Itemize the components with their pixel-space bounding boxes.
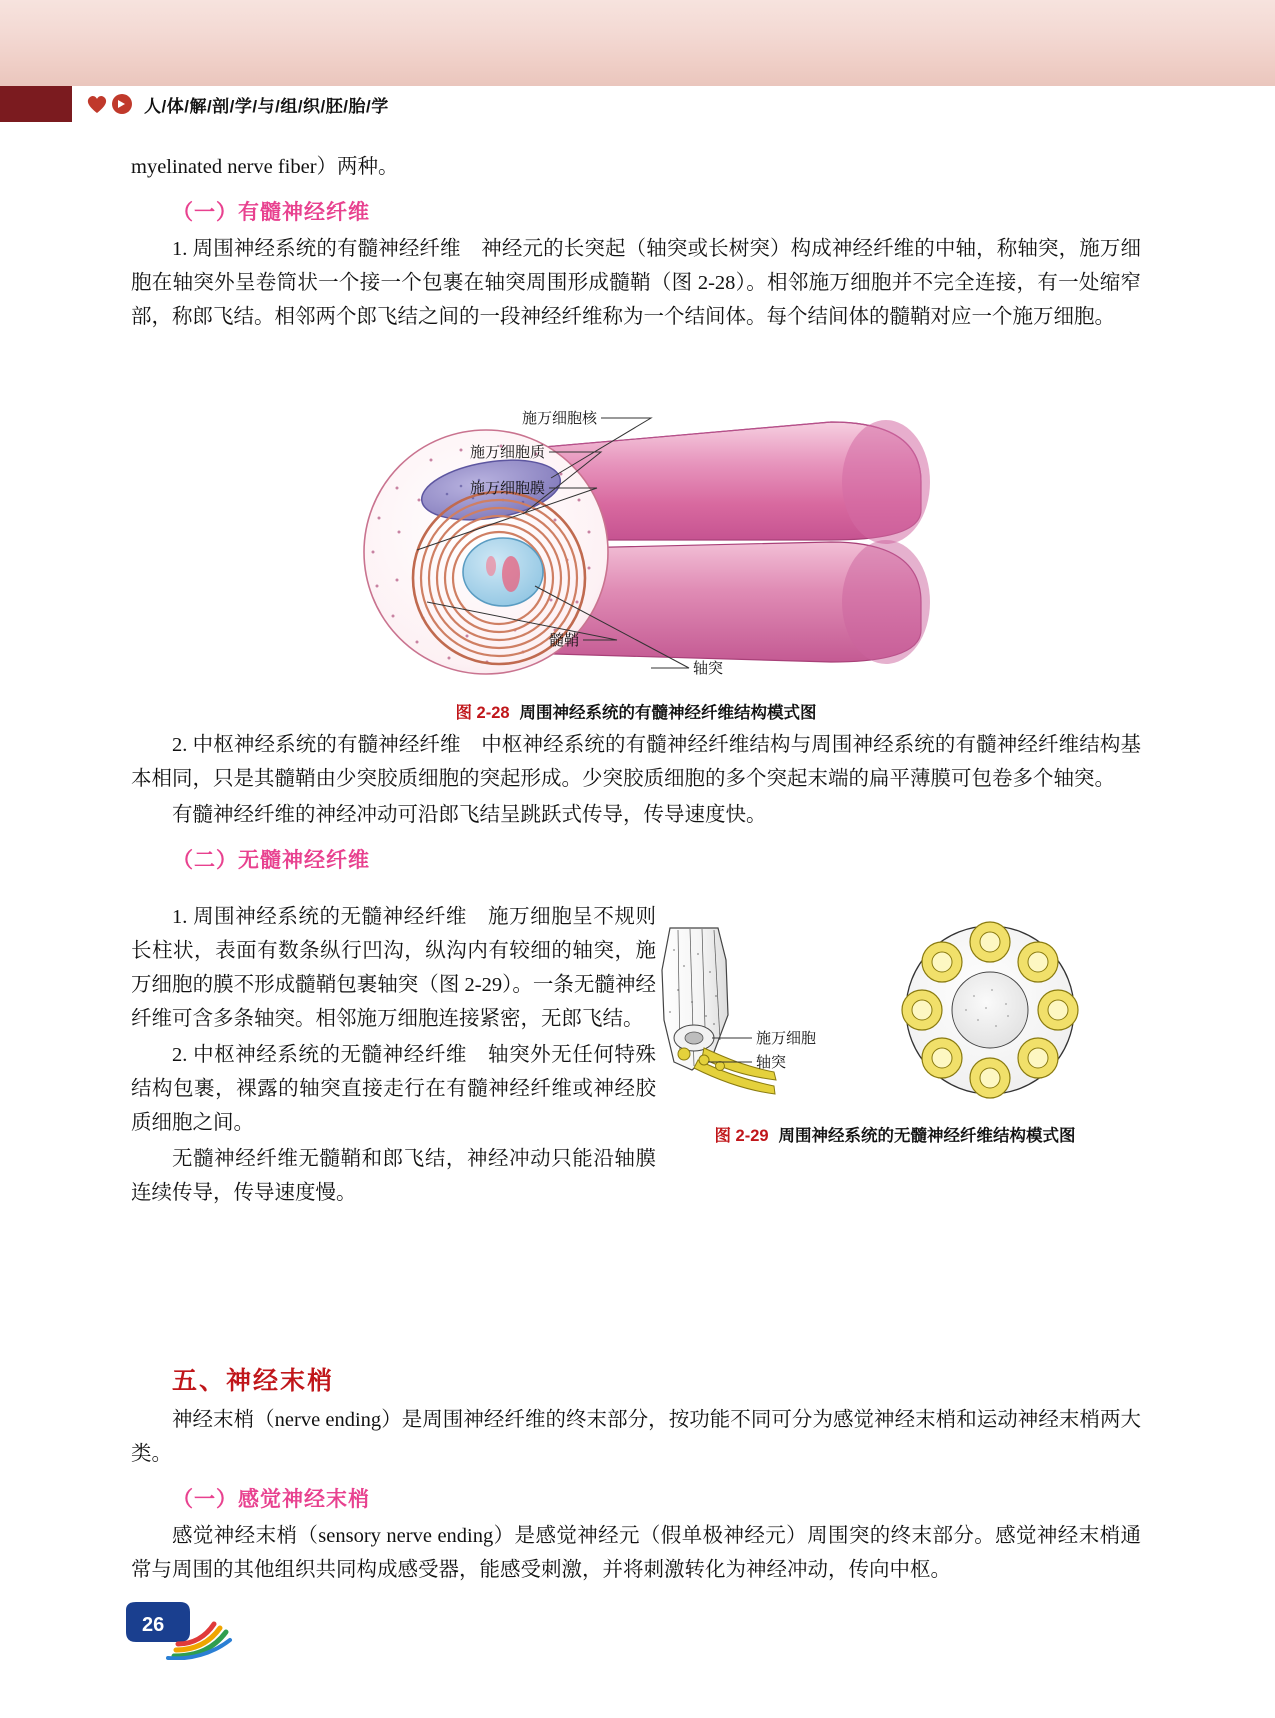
- page-number: 26: [142, 1614, 165, 1636]
- figure-2-28: [131, 390, 1141, 700]
- paragraph-5: 2. 中枢神经系统的无髓神经纤维 轴突外无任何特殊结构包裹，裸露的轴突直接走行在有髓神经纤维或神经胶质细胞之间。: [131, 1044, 656, 1134]
- paragraph-7: 神经末梢（nerve ending）是周围神经纤维的终末部分，按功能不同可分为感觉神经末梢和运动神经末梢两大类。: [131, 1409, 1141, 1465]
- figure1-label-myelin: 髓鞘: [548, 632, 579, 649]
- figure-2-28-caption: [131, 699, 1141, 723]
- figure1-label-cytoplasm: 施万细胞质: [469, 444, 545, 461]
- heart-icon: [86, 94, 108, 114]
- figure1-label-nucleus: 施万细胞核: [521, 410, 597, 427]
- text-block-bottom: [131, 1345, 1141, 1589]
- figure2-label-schwann: 施万细胞: [756, 1030, 817, 1047]
- paragraph-8: 感觉神经末梢（sensory nerve ending）是感觉神经元（假单极神经元）周围突的终末部分。感觉神经末梢通常与周围的其他组织共同构成感受器，能感受刺激，并将刺激转化为神经冲动，传向中枢。: [131, 1525, 1141, 1581]
- paragraph-6: 无髓神经纤维无髓鞘和郎飞结，神经冲动只能沿轴膜连续传导，传导速度慢。: [131, 1148, 656, 1204]
- paragraph-line-top: myelinated nerve fiber）两种。: [131, 156, 399, 178]
- figure2-label-axon: 轴突: [756, 1054, 787, 1071]
- decorative-top-band: [0, 0, 1275, 86]
- heading-nerve-endings: 五、神经末梢: [172, 1367, 335, 1395]
- text-block-mid: [131, 728, 1141, 880]
- figure-2-29-caption: [640, 1122, 1150, 1146]
- figure-2-29: [648, 920, 1148, 1115]
- figure1-label-membrane: 施万细胞膜: [469, 480, 545, 497]
- left-text-column: [131, 900, 656, 1212]
- paragraph-4: 1. 周围神经系统的无髓神经纤维 施万细胞呈不规则长柱状，表面有数条纵行凹沟，纵沟内有较细的轴突，施万细胞的膜不形成髓鞘包裹轴突（图 2-29）。一条无髓神经纤维可含多条轴突。相邻施万细胞连接紧密，无郎飞结。: [131, 906, 656, 1030]
- text-block-top: [131, 150, 1141, 336]
- page-footer: [118, 1600, 318, 1660]
- paragraph-2: 2. 中枢神经系统的有髓神经纤维 中枢神经系统的有髓神经纤维结构与周围神经系统的有髓神经纤维结构基本相同，只是其髓鞘由少突胶质细胞的突起形成。少突胶质细胞的多个突起末端的扁平薄膜可包卷多个轴突。: [131, 734, 1141, 790]
- figure-2-29-caption-number: 图 2-29: [714, 1127, 769, 1145]
- paragraph-1: 1. 周围神经系统的有髓神经纤维 神经元的长突起（轴突或长树突）构成神经纤维的中轴，称轴突，施万细胞在轴突外呈卷筒状一个接一个包裹在轴突周围形成髓鞘（图 2-28）。相邻施万细胞并不完全连接，有一处缩窄部，称郎飞结。相邻两个郎飞结之间的一段神经纤维称为一个结间体。每个结间体的髓鞘对应一个施万细胞。: [131, 238, 1141, 328]
- arrow-circle-icon: [112, 94, 132, 114]
- figure1-label-axon: 轴突: [693, 660, 724, 677]
- paragraph-3: 有髓神经纤维的神经冲动可沿郎飞结呈跳跃式传导，传导速度快。: [172, 804, 767, 826]
- figure-2-28-caption-number: 图 2-28: [455, 704, 510, 722]
- heading-sensory-nerve-ending: （一）感觉神经末梢: [172, 1488, 370, 1511]
- heading-unmyelinated: （二）无髓神经纤维: [172, 849, 370, 872]
- figure-2-28-caption-text: 周围神经系统的有髓神经纤维结构模式图: [519, 704, 817, 722]
- figure-2-29-caption-text: 周围神经系统的无髓神经纤维结构模式图: [778, 1127, 1076, 1145]
- running-header: [86, 88, 389, 120]
- heading-myelinated: （一）有髓神经纤维: [172, 201, 370, 224]
- header-title: 人/体/解/剖/学/与/组/织/胚/胎/学: [144, 96, 389, 116]
